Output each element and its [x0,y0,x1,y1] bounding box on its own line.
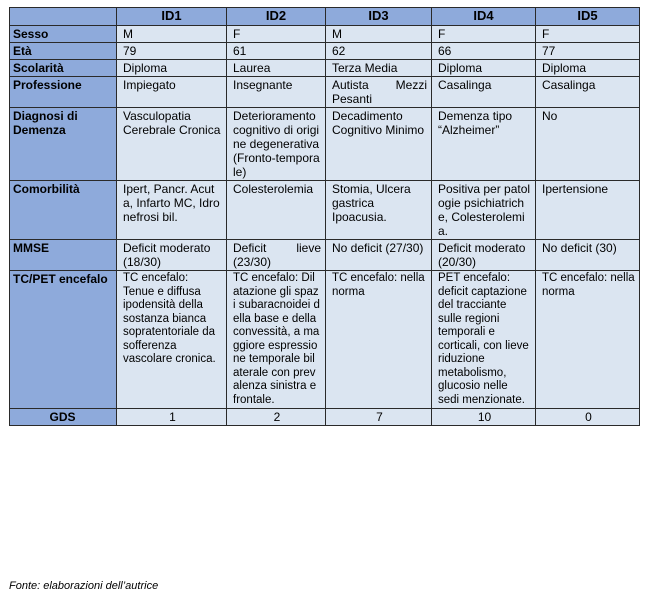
row-label-gds: GDS [10,409,117,426]
cell-tcpet-id5: TC encefalo: nella norma [536,271,640,409]
cell-sesso-id3: M [326,26,432,43]
row-professione [10,77,640,108]
cell-eta-id2: 61 [227,43,326,60]
cell-scolarita-id3: Terza Media [326,60,432,77]
cell-comorbilita-id2: Colesterolemia [227,181,326,240]
header-corner [10,8,117,26]
source-note: Fonte: elaborazioni dell’autrice [9,580,159,592]
cell-gds-id3: 7 [326,409,432,426]
row-label-comorbilita: Comorbilità [10,181,117,240]
cell-diagnosi-id5: No [536,108,640,181]
cell-tcpet-id3: TC encefalo: nella norma [326,271,432,409]
row-scolarita [10,60,640,77]
cell-mmse-id4: Deficit moderato (20/30) [432,240,536,271]
cell-sesso-id1: M [117,26,227,43]
column-header-id5: ID5 [536,8,640,26]
cell-professione-id4: Casalinga [432,77,536,108]
cell-gds-id2: 2 [227,409,326,426]
column-header-id2: ID2 [227,8,326,26]
cell-sesso-id5: F [536,26,640,43]
cell-gds-id5: 0 [536,409,640,426]
cell-professione-id3: Autista Mezzi Pesanti [326,77,432,108]
row-label-sesso: Sesso [10,26,117,43]
row-mmse [10,240,640,271]
row-label-tcpet: TC/PET encefalo [10,271,117,409]
cell-professione-id5: Casalinga [536,77,640,108]
column-header-id1: ID1 [117,8,227,26]
row-comorbilita [10,181,640,240]
cell-mmse-id1: Deficit moderato (18/30) [117,240,227,271]
cell-mmse-id3: No deficit (27/30) [326,240,432,271]
cell-sesso-id2: F [227,26,326,43]
row-label-diagnosi: Diagnosi di Demenza [10,108,117,181]
cell-eta-id1: 79 [117,43,227,60]
row-label-scolarita: Scolarità [10,60,117,77]
cell-professione-id1: Impiegato [117,77,227,108]
row-tcpet [10,271,640,409]
cell-scolarita-id2: Laurea [227,60,326,77]
row-eta [10,43,640,60]
row-sesso [10,26,640,43]
cell-scolarita-id4: Diploma [432,60,536,77]
cell-eta-id3: 62 [326,43,432,60]
row-label-professione: Professione [10,77,117,108]
cell-tcpet-id4: PET encefalo: deficit captazione del tracciante sulle regioni temporali e corticali, con lieve riduzione metabolismo, glucosio nelle sedi menzionate. [432,271,536,409]
cell-eta-id5: 77 [536,43,640,60]
header-row [10,8,640,26]
cell-mmse-id2: Deficit lieve (23/30) [227,240,326,271]
cell-comorbilita-id5: Ipertensione [536,181,640,240]
row-label-eta: Età [10,43,117,60]
cell-gds-id4: 10 [432,409,536,426]
column-header-id3: ID3 [326,8,432,26]
cell-diagnosi-id2: Deterioramento cognitivo di origine degenerativa (Fronto-temporale) [227,108,326,181]
cell-tcpet-id2: TC encefalo: Dilatazione gli spazi subaracnoidei della base e della convessità, a maggiore espressione temporale bilaterale con prevalenza sinistra e frontale. [227,271,326,409]
cell-mmse-id5: No deficit (30) [536,240,640,271]
cell-professione-id2: Insegnante [227,77,326,108]
cell-diagnosi-id3: Decadimento Cognitivo Minimo [326,108,432,181]
cell-sesso-id4: F [432,26,536,43]
column-header-id4: ID4 [432,8,536,26]
row-label-mmse: MMSE [10,240,117,271]
cell-scolarita-id1: Diploma [117,60,227,77]
cell-diagnosi-id1: Vasculopatia Cerebrale Cronica [117,108,227,181]
row-diagnosi [10,108,640,181]
cell-comorbilita-id3: Stomia, Ulcera gastrica Ipoacusia. [326,181,432,240]
cell-comorbilita-id4: Positiva per patologie psichiatriche, Colesterolemia. [432,181,536,240]
cell-scolarita-id5: Diploma [536,60,640,77]
data-table [9,7,640,426]
cell-comorbilita-id1: Ipert, Pancr. Acuta, Infarto MC, Idronefrosi bil. [117,181,227,240]
cell-gds-id1: 1 [117,409,227,426]
cell-diagnosi-id4: Demenza tipo “Alzheimer” [432,108,536,181]
cell-tcpet-id1: TC encefalo: Tenue e diffusa ipodensità della sostanza bianca sopratentoriale da sofferenza vascolare cronica. [117,271,227,409]
cell-eta-id4: 66 [432,43,536,60]
row-gds [10,409,640,426]
